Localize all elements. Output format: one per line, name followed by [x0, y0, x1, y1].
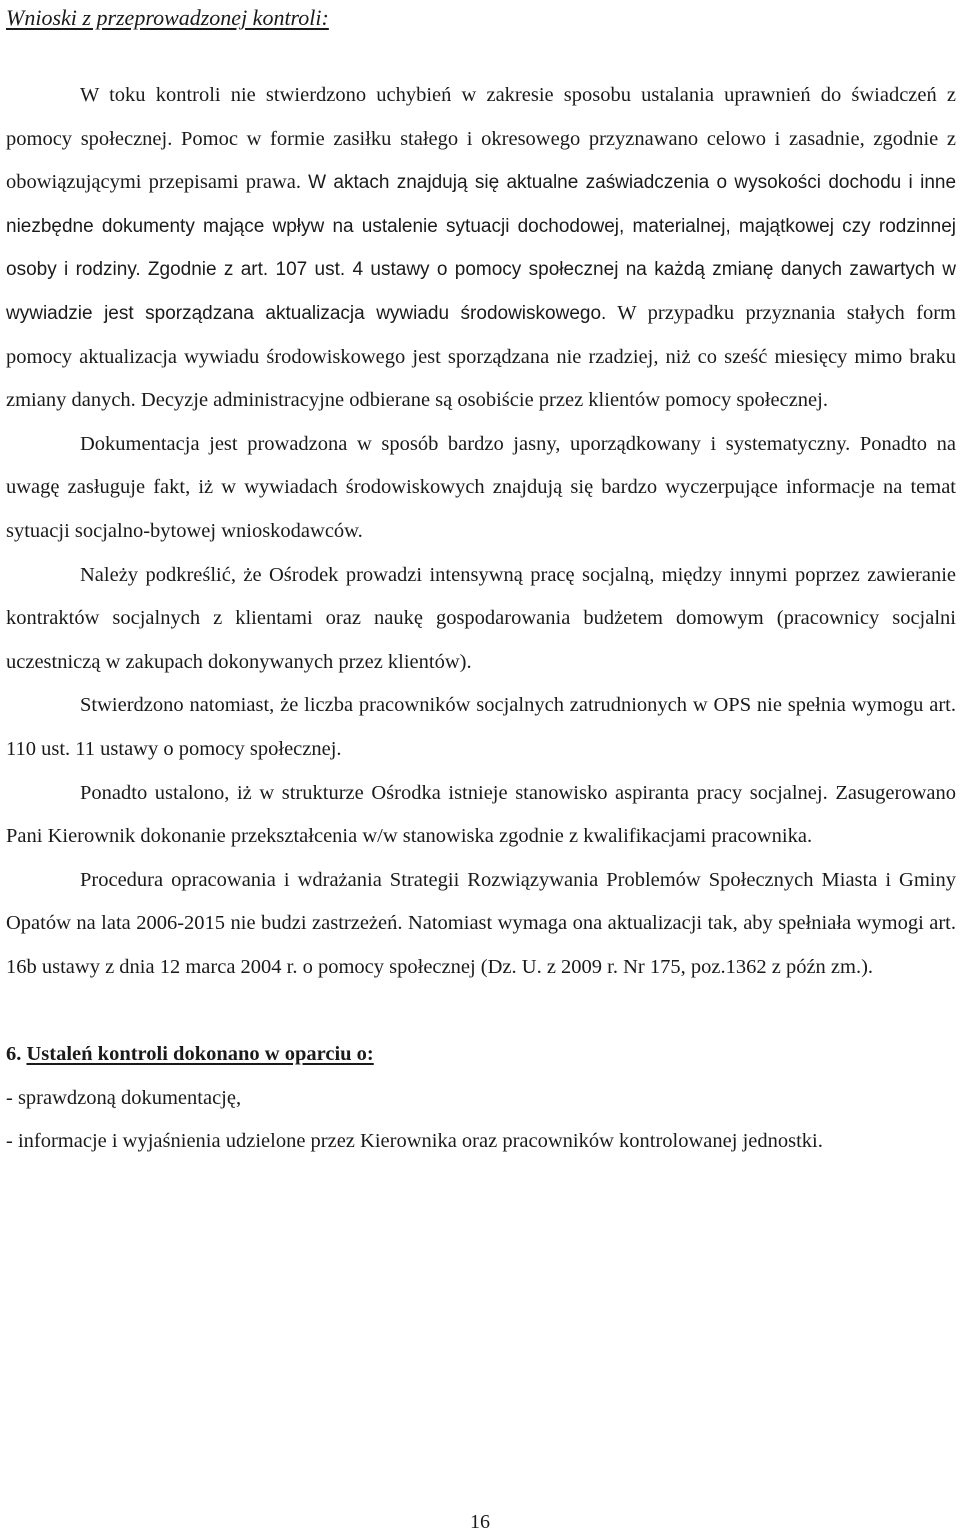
document-body	[6, 74, 956, 1164]
page-number: 16	[470, 1511, 490, 1533]
section-6-title	[6, 1033, 956, 1077]
paragraph-eligibility-part-4: W przypadku przyznania stałych form pomocy aktualizacja wywiadu środowiskowego jest sporządzana nie rzadziej, niż co sześć miesięcy mimo braku zmiany danych. Decyzje administracyjne odbierane są osobiście przez klientów pomocy społecznej.	[6, 301, 956, 412]
paragraph-eligibility-part-1: W toku kontroli nie stwierdzono uchybień w zakresie sposobu ustalania uprawnień do świadczeń z pomocy społecznej. Pomoc w formie zasiłku stałego i okresowego przyznawano celowo i zasadnie, zgodnie z obowiązującymi przepisami prawa.	[6, 84, 956, 194]
paragraph-social-work: Należy podkreślić, że Ośrodek prowadzi intensywną pracę socjalną, między innymi poprzez zawieranie kontraktów socjalnych z klientami oraz naukę gospodarowania budżetem domowym (pracownicy socjalni uczestniczą w zakupach dokonywanych przez klientów).	[6, 563, 956, 673]
paragraph-eligibility-part-3: Zgodnie z art. 107 ust. 4 ustawy o pomocy społecznej na każdą zmianę danych zawartych w wywiadzie jest sporządzana aktualizacja wywiadu środowiskowego.	[6, 259, 957, 324]
paragraph-staffing: Stwierdzono natomiast, że liczba pracowników socjalnych zatrudnionych w OPS nie spełnia wymogu art. 110 ust. 11 ustawy o pomocy społecznej.	[6, 694, 956, 760]
paragraph-eligibility-part-2: W aktach znajdują się aktualne zaświadczenia o wysokości dochodu i inne niezbędne dokumenty mające wpływ na ustalenie sytuacji dochodowej, materialnej, majątkowej czy rodzinnej osoby i rodziny.	[6, 172, 957, 281]
section-number: 6.	[6, 1043, 22, 1066]
list-item-documentation: - sprawdzoną dokumentację,	[6, 1086, 242, 1109]
conclusions-heading: Wnioski z przeprowadzonej kontroli:	[6, 5, 329, 30]
paragraph-eligibility	[6, 74, 956, 423]
paragraph-strategy: Procedura opracowania i wdrażania Strategii Rozwiązywania Problemów Społecznych Miasta i Gminy Opatów na lata 2006-2015 nie budzi zastrzeżeń. Natomiast wymaga ona aktualizacji tak, aby spełniała wymogi art. 16b ustawy z dnia 12 marca 2004 r. o pomocy społecznej (Dz. U. z 2009 r. Nr 175, poz.1362 z późn zm.).	[6, 868, 956, 978]
list-item-explanations: - informacje i wyjaśnienia udzielone przez Kierownika oraz pracowników kontrolowanej jednostki.	[6, 1130, 823, 1153]
section-title-text: Ustaleń kontroli dokonano w oparciu o:	[26, 1043, 374, 1066]
paragraph-documentation: Dokumentacja jest prowadzona w sposób bardzo jasny, uporządkowany i systematyczny. Ponadto na uwagę zasługuje fakt, iż w wywiadach środowiskowych znajdują się bardzo wyczerpujące informacje na temat sytuacji socjalno-bytowej wnioskodawców.	[6, 432, 956, 542]
paragraph-aspirant-position: Ponadto ustalono, iż w strukturze Ośrodka istnieje stanowisko aspiranta pracy socjalnej. Zasugerowano Pani Kierownik dokonanie przekształcenia w/w stanowiska zgodnie z kwalifikacjami pracownika.	[6, 781, 956, 848]
section-spacer	[6, 989, 956, 1033]
